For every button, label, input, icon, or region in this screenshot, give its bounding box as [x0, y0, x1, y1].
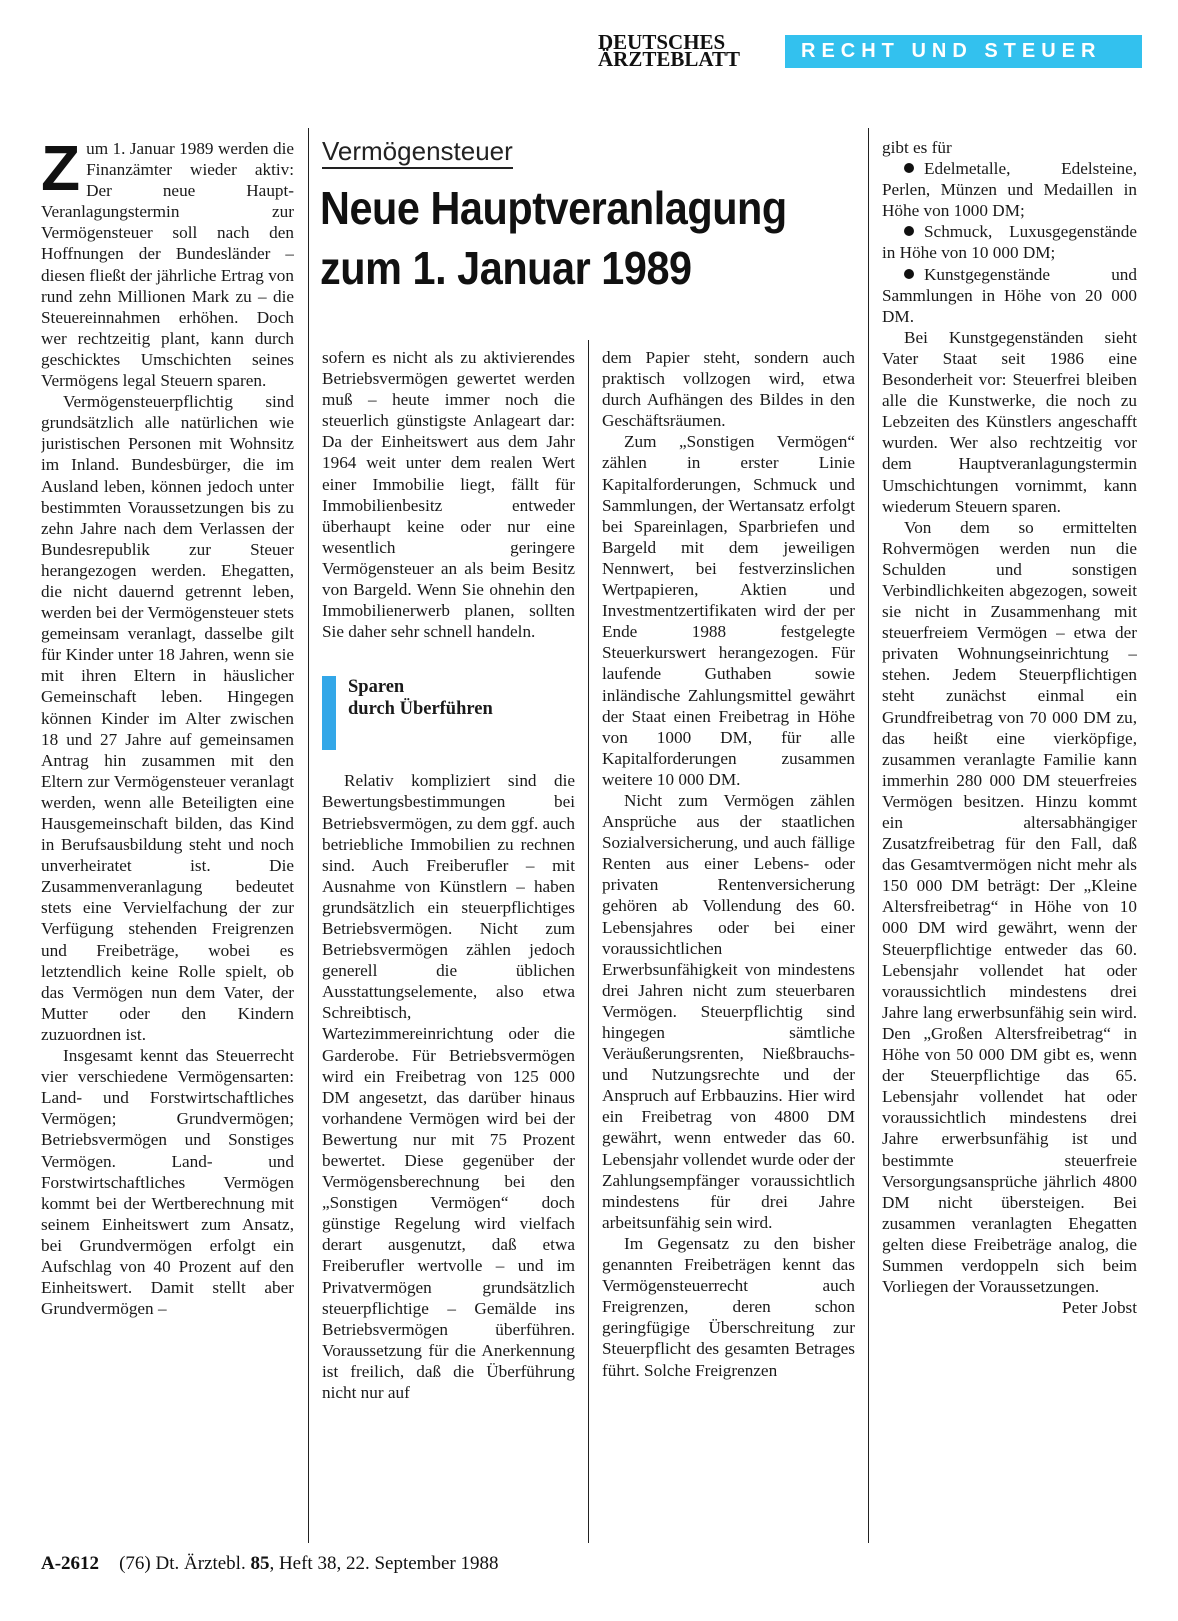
- drop-cap: Z: [41, 138, 81, 204]
- paragraph: Bei Kunstgegenständen sieht Vater Staat seit 1986 eine Besonderheit vor: Steuerfrei bleiben alle die Kunstwerke, die noch zu Lebzeiten des Künstlers angeschafft wurden. Wer also rechtzeitig vor dem Hauptveranlagungstermin Umschichtungen vornimmt, kann wiederum Steuern sparen.: [882, 327, 1137, 516]
- subheading: [322, 676, 575, 748]
- bullet-text: Kunstgegenstände und Sammlungen in Höhe von 20 000 DM.: [882, 264, 1137, 326]
- paragraph: Insgesamt kennt das Steuerrecht vier verschiedene Vermögensarten: Land- und Forstwirtschaftliches Vermögen; Grundvermögen; Betriebsvermögen und Sonstiges Vermögen. Land- und Forstwirtschaftliches Vermögen kommt bei der Wertberechnung mit seinem Einheitswert zum Ansatz, bei Grundvermögen erfolgt ein Aufschlag von 40 Prozent auf den Einheitswert. Damit stellt aber Grundvermögen –: [41, 1046, 294, 1319]
- bullet-dot-icon: [904, 226, 914, 236]
- paragraph: Zum „Sonstigen Vermögen“ zählen in erster Linie Kapitalforderungen, Schmuck und Sammlungen, der Wertansatz erfolgt bei Spareinlagen, Sparbriefen und Bargeld mit dem jeweiligen Nennwert, bei festverzinslichen Wertpapieren, Aktien und Investmentzertifikaten wird der per Ende 1988 festgelegte Steuerkurswert herangezogen. Für laufende Guthaben sowie inländische Zahlungsmittel gewährt der Staat einen Freibetrag in Höhe von 1000 DM, für alle Kapitalforderungen zusammen weitere 10 000 DM.: [602, 432, 855, 789]
- paragraph: Im Gegensatz zu den bisher genannten Freibeträgen kennt das Vermögensteuerrecht auch Freigrenzen, deren schon geringfügige Überschreitung zur Steuerpflicht des gesamten Betrages führt. Solche Freigrenzen: [602, 1233, 855, 1380]
- paragraph: Vermögensteuerpflichtig sind grundsätzlich alle natürlichen wie juristischen Personen mit Wohnsitz im Inland. Bundesbürger, die im Ausland leben, können jedoch unter bestimmten Voraussetzungen bis zu zehn Jahre nach dem Verlassen der Bundesrepublik zur Steuer herangezogen werden. Ehegatten, die nicht dauernd getrennt leben, werden bei der Vermögensteuer stets gemeinsam veranlagt, dasselbe gilt für Kinder unter 18 Jahren, wenn sie mit ihren Eltern in häuslicher Gemeinschaft leben. Hingegen können Kinder im Alter zwischen 18 und 27 Jahre auf gemeinsamen Antrag hin zusammen mit den Eltern zur Vermögensteuer veranlagt werden, wenn alle Beteiligten eine Hausgemeinschaft bilden, das Kind in Berufsausbildung steht und noch unverheiratet ist. Die Zusammenveranlagung bedeutet stets eine Vervielfachung der zur Verfügung stehenden Freigrenzen und Freibeträge, wobei es letztendlich keine Rolle spielt, ob das Vermögen nun dem Vater, der Mutter oder den Kindern zuzuordnen ist.: [41, 392, 294, 1044]
- subheading-line2: durch Überführen: [348, 699, 493, 720]
- masthead-line1: DEUTSCHES: [598, 30, 726, 54]
- article-kicker: [322, 136, 857, 166]
- masthead-logo: [598, 30, 750, 71]
- bullet-item: [882, 221, 1137, 263]
- paragraph: dem Papier steht, sondern auch praktisch vollzogen wird, etwa durch Aufhängen des Bildes in den Geschäftsräumen.: [602, 348, 855, 431]
- bullet-item: [882, 158, 1137, 221]
- article-headline: [320, 178, 806, 298]
- column-rule-1: [308, 128, 309, 1543]
- footer-prefix: (76) Dt. Ärztebl.: [119, 1553, 246, 1574]
- headline-line1: Neue Hauptveranlagung: [320, 182, 787, 234]
- kicker-text: Vermögensteuer: [322, 136, 513, 169]
- footer-volume: 85: [250, 1553, 270, 1574]
- section-banner: RECHT UND STEUER: [785, 35, 1142, 68]
- paragraph: [882, 517, 1137, 1319]
- subheading-line1: Sparen: [348, 677, 405, 698]
- paragraph: Nicht zum Vermögen zählen Ansprüche aus der staatlichen Sozialversicherung, und auch fällige Renten aus einer Lebens- oder privaten Rentenversicherung gehören ab Vollendung des 60. Lebensjahres oder bei einer voraussichtlichen Erwerbsunfähigkeit von mindestens drei Jahren nicht zum steuerbaren Vermögen. Steuerpflichtig sind hingegen sämtliche Veräußerungsrenten, Nießbrauchs- und Nutzungsrechte und der Anspruch auf Erbbauzins. Hier wird ein Freibetrag von 4800 DM gewährt, wenn entweder das 60. Lebensjahr vollendet wurde oder der Zahlungsempfänger voraussichtlich mindestens für drei Jahre arbeitsunfähig sein wird.: [602, 790, 855, 1232]
- headline-line2: zum 1. Januar 1989: [320, 242, 692, 294]
- paragraph-text: Von dem so ermittelten Rohvermögen werden nun die Schulden und sonstigen Verbindlichkeiten abgezogen, soweit sie nicht in Zusammenhang mit steuerfreiem Vermögen – etwa der privaten Wohnungseinrichtung – stehen. Jedem Steuerpflichtigen steht zunächst einmal ein Grundfreibetrag von 70 000 DM zu, das heißt eine vierköpfige, zusammen veranlagte Familie kann immerhin 280 000 DM steuerfreies Vermögen besitzen. Hinzu kommt ein altersabhängiger Zusatzfreibetrag für den Fall, daß das Gesamtvermögen nicht mehr als 150 000 DM beträgt: Der „Kleine Altersfreibetrag“ in Höhe von 10 000 DM wird gewährt, wenn der Steuerpflichtige entweder das 60. Lebensjahr vollendet hat oder voraussichtlich mindestens drei Jahre lang erwerbsunfähig sein wird. Den „Großen Altersfreibetrag“ in Höhe von 50 000 DM gibt es, wenn der Steuerpflichtige das 65. Lebensjahr vollendet hat oder voraussichtlich mindestens drei Jahre erwerbsunfähig ist und bestimmte steuerfreie Versorgungsansprüche jährlich 4800 DM nicht übersteigen. Bei zusammen veranlagten Ehegatten gelten diese Freibeträge analog, die Summen verdoppeln sich beim Vorliegen der Voraussetzungen.: [882, 517, 1137, 1297]
- paragraph: Relativ kompliziert sind die Bewertungsbestimmungen bei Betriebsvermögen, zu dem ggf. auch betriebliche Immobilien zu rechnen sind. Auch Freiberufler – mit Ausnahme von Künstlern – haben grundsätzlich ein steuerpflichtiges Betriebsvermögen. Nicht zum Betriebsvermögen zählen jedoch generell die üblichen Ausstattungselemente, also etwa Schreibtisch, Wartezimmereinrichtung oder die Garderobe. Für Betriebsvermögen wird ein Freibetrag von 125 000 DM angesetzt, das darüber hinaus vorhandene Vermögen wird bei der Bewertung nur mit 75 Prozent bewertet. Diese gegenüber der Vermögensberechnung bei den „Sonstigen Vermögen“ doch günstige Regelung wird vielfach derart ausgenutzt, daß etwa Freiberufler wertvolle – und im Privatvermögen grundsätzlich steuerpflichtige – Gemälde ins Betriebsvermögen überführen. Voraussetzung für die Anerkennung ist freilich, daß die Überführung nicht nur auf: [322, 771, 575, 1403]
- article-column-3: [602, 347, 855, 1543]
- paragraph: [41, 138, 294, 391]
- footer-suffix: , Heft 38, 22. September 1988: [269, 1553, 499, 1574]
- paragraph-text: um 1. Januar 1989 werden die Finanzämter wieder aktiv: Der neue Haupt-Veranlagungstermin zur Vermögensteuer soll nach den Hoffnungen der Bundesländer – diesen fließt der jährliche Ertrag von rund zehn Millionen Mark zu – die Steuereinnahmen erhöhen. Doch wer rechtzeitig plant, kann durch geschicktes Umschichten seines Vermögens legal Steuern sparen.: [41, 139, 294, 391]
- article-column-4: [882, 137, 1137, 1543]
- masthead-line2: ÄRZTEBLATT: [598, 47, 740, 71]
- bullet-dot-icon: [904, 269, 914, 279]
- bullet-dot-icon: [904, 163, 914, 173]
- bullet-item: [882, 264, 1137, 327]
- author-name: Peter Jobst: [1062, 1298, 1137, 1318]
- article-column-2: [322, 347, 575, 1543]
- article-column-1: [41, 138, 294, 1543]
- bullet-text: Edelmetalle, Edelsteine, Perlen, Münzen und Medaillen in Höhe von 1000 DM;: [882, 159, 1137, 221]
- paragraph: sofern es nicht als zu aktivierendes Betriebsvermögen gewertet werden muß – heute immer noch die steuerlich günstigste Anlageart dar: Da der Einheitswert aus dem Jahr 1964 weit unter dem realen Wert einer Immobilie liegt, fällt für Immobilienbesitz entweder überhaupt keine oder nur eine wesentlich geringere Vermögensteuer an als beim Besitz von Bargeld. Wenn Sie ohnehin den Immobilienerwerb planen, sollten Sie daher sehr schnell handeln.: [322, 348, 575, 642]
- page-footer: [41, 1552, 741, 1576]
- paragraph: gibt es für: [882, 138, 952, 157]
- subheading-accent-bar: [322, 676, 336, 750]
- column-rule-2: [588, 340, 589, 1543]
- page-number: A-2612: [41, 1553, 100, 1574]
- bullet-text: Schmuck, Luxusgegenstände in Höhe von 10 000 DM;: [882, 222, 1137, 263]
- column-rule-3: [868, 128, 869, 1543]
